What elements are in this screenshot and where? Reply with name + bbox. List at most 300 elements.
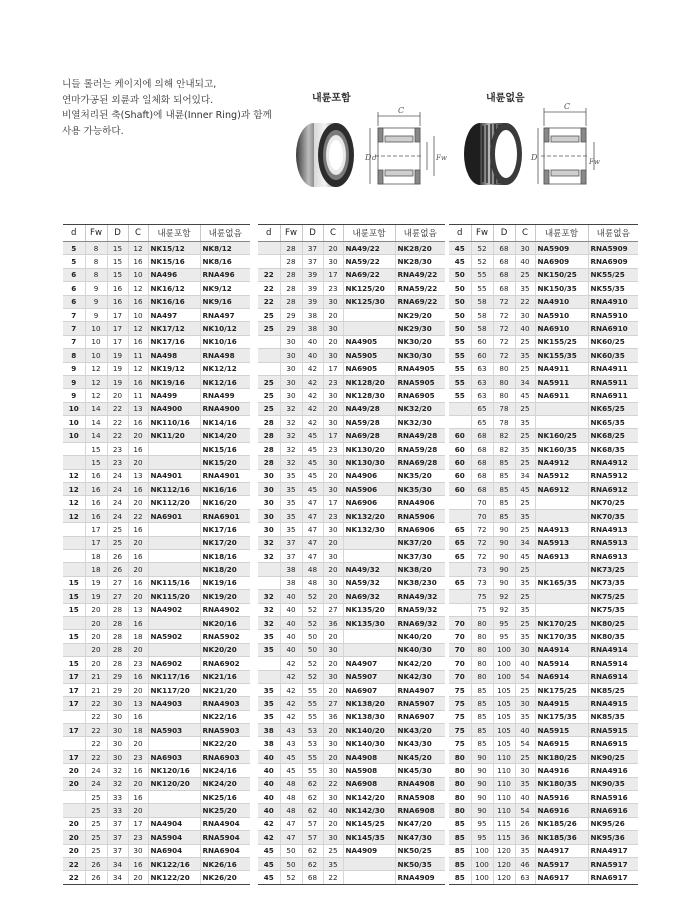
cell-c: 20 bbox=[128, 563, 148, 576]
header-c: C bbox=[515, 225, 535, 242]
table-row bbox=[258, 764, 445, 777]
cell-with-inner-ring: NA69/22 bbox=[343, 268, 395, 281]
cell-d: 55 bbox=[449, 335, 471, 348]
cell-c: 35 bbox=[515, 349, 535, 362]
table-row bbox=[63, 844, 250, 857]
table-row bbox=[449, 362, 638, 375]
table-row bbox=[258, 683, 445, 696]
cell-outer-d: 20 bbox=[107, 389, 128, 402]
cell-fw: 16 bbox=[85, 496, 107, 509]
cell-with-inner-ring: NK140/20 bbox=[343, 724, 395, 737]
cell-d bbox=[63, 737, 85, 750]
cell-outer-d: 42 bbox=[302, 389, 323, 402]
cell-c: 25 bbox=[515, 496, 535, 509]
cell-c: 16 bbox=[128, 483, 148, 496]
cell-outer-d: 68 bbox=[302, 871, 323, 884]
cell-outer-d: 115 bbox=[493, 817, 515, 830]
cell-with-inner-ring bbox=[535, 496, 588, 509]
bearing-table-2 bbox=[258, 224, 445, 885]
table-row bbox=[449, 844, 638, 857]
table-row bbox=[63, 777, 250, 790]
cell-fw: 15 bbox=[85, 442, 107, 455]
cell-d: 8 bbox=[63, 349, 85, 362]
cell-without-inner-ring: RNA4905 bbox=[395, 362, 445, 375]
cell-fw: 60 bbox=[471, 349, 493, 362]
cell-outer-d: 62 bbox=[302, 844, 323, 857]
header-c: C bbox=[323, 225, 343, 242]
table-row bbox=[449, 831, 638, 844]
cell-fw: 48 bbox=[280, 804, 302, 817]
cell-without-inner-ring: NK38/230 bbox=[395, 576, 445, 589]
cell-d: 60 bbox=[449, 483, 471, 496]
cell-outer-d: 68 bbox=[493, 268, 515, 281]
cell-outer-d: 48 bbox=[302, 563, 323, 576]
cell-c: 25 bbox=[515, 362, 535, 375]
cell-with-inner-ring: NA4910 bbox=[535, 295, 588, 308]
cell-outer-d: 110 bbox=[493, 764, 515, 777]
table-row bbox=[449, 549, 638, 562]
cell-fw: 70 bbox=[471, 509, 493, 522]
cell-outer-d: 39 bbox=[302, 282, 323, 295]
cell-with-inner-ring: NK170/35 bbox=[535, 630, 588, 643]
dim-d-outer-label: D bbox=[365, 153, 372, 162]
cell-fw: 80 bbox=[471, 643, 493, 656]
cell-outer-d: 28 bbox=[107, 657, 128, 670]
cell-fw: 32 bbox=[280, 402, 302, 415]
cell-outer-d: 90 bbox=[493, 549, 515, 562]
cell-d bbox=[258, 362, 280, 375]
table-row bbox=[63, 242, 250, 255]
table-row bbox=[258, 791, 445, 804]
cell-with-inner-ring: NK16/12 bbox=[148, 282, 200, 295]
table-row bbox=[63, 549, 250, 562]
cell-d: 22 bbox=[63, 871, 85, 884]
cell-with-inner-ring bbox=[148, 456, 200, 469]
table-row bbox=[258, 670, 445, 683]
cell-with-inner-ring: NA6909 bbox=[535, 255, 588, 268]
cell-with-inner-ring: NA6902 bbox=[148, 657, 200, 670]
cell-without-inner-ring: NK17/16 bbox=[200, 523, 250, 536]
cell-outer-d: 40 bbox=[302, 349, 323, 362]
cell-outer-d: 100 bbox=[493, 657, 515, 670]
table-row bbox=[449, 523, 638, 536]
cell-outer-d: 16 bbox=[107, 295, 128, 308]
table-row bbox=[63, 349, 250, 362]
cell-d: 85 bbox=[449, 871, 471, 884]
cell-outer-d: 45 bbox=[302, 442, 323, 455]
cell-outer-d: 72 bbox=[493, 295, 515, 308]
table-row bbox=[449, 282, 638, 295]
cell-without-inner-ring: NK22/16 bbox=[200, 710, 250, 723]
cell-fw: 85 bbox=[471, 697, 493, 710]
cell-without-inner-ring: RNA4906 bbox=[395, 496, 445, 509]
dim-d-outer-label: D bbox=[531, 153, 538, 162]
cell-without-inner-ring: RNA6909 bbox=[588, 255, 638, 268]
cell-outer-d: 24 bbox=[107, 496, 128, 509]
cell-fw: 9 bbox=[85, 308, 107, 321]
table-row bbox=[258, 483, 445, 496]
table-row bbox=[449, 683, 638, 696]
cell-fw: 26 bbox=[85, 871, 107, 884]
cell-c: 20 bbox=[128, 590, 148, 603]
table-row bbox=[449, 630, 638, 643]
cell-without-inner-ring: NK35/30 bbox=[395, 483, 445, 496]
header-without-inner-ring: 내륜없음 bbox=[588, 225, 638, 242]
cell-outer-d: 80 bbox=[493, 389, 515, 402]
cell-fw: 55 bbox=[471, 282, 493, 295]
cell-c: 11 bbox=[128, 389, 148, 402]
cell-d: 15 bbox=[63, 576, 85, 589]
cell-outer-d: 82 bbox=[493, 429, 515, 442]
cell-d: 65 bbox=[449, 536, 471, 549]
cell-d bbox=[63, 804, 85, 817]
with-inner-ring-title: 내륜포함 bbox=[312, 93, 351, 104]
without-inner-ring-title: 내륜없음 bbox=[486, 93, 525, 104]
cell-c: 20 bbox=[323, 630, 343, 643]
cell-outer-d: 82 bbox=[493, 442, 515, 455]
table-row bbox=[258, 630, 445, 643]
cell-without-inner-ring: NK65/35 bbox=[588, 416, 638, 429]
cell-c: 20 bbox=[323, 335, 343, 348]
table-row bbox=[258, 442, 445, 455]
cell-fw: 50 bbox=[280, 844, 302, 857]
cell-fw: 28 bbox=[280, 255, 302, 268]
cell-d: 75 bbox=[449, 697, 471, 710]
cell-outer-d: 29 bbox=[107, 683, 128, 696]
cell-c: 20 bbox=[128, 804, 148, 817]
cell-d: 28 bbox=[258, 456, 280, 469]
cell-c: 23 bbox=[323, 442, 343, 455]
cell-without-inner-ring: NK30/30 bbox=[395, 349, 445, 362]
cell-outer-d: 85 bbox=[493, 496, 515, 509]
table-row bbox=[258, 402, 445, 415]
cell-d bbox=[63, 456, 85, 469]
table-row bbox=[63, 523, 250, 536]
cell-c: 34 bbox=[515, 469, 535, 482]
cell-c: 12 bbox=[128, 362, 148, 375]
cell-c: 16 bbox=[128, 416, 148, 429]
cell-without-inner-ring: RNA4914 bbox=[588, 643, 638, 656]
cell-d: 30 bbox=[258, 483, 280, 496]
cell-c: 36 bbox=[323, 710, 343, 723]
cell-fw: 58 bbox=[471, 322, 493, 335]
cell-outer-d: 50 bbox=[302, 630, 323, 643]
cell-outer-d: 55 bbox=[302, 764, 323, 777]
cell-with-inner-ring: NK132/30 bbox=[343, 523, 395, 536]
table-row bbox=[258, 750, 445, 763]
cell-c: 46 bbox=[515, 857, 535, 870]
cell-without-inner-ring: RNA6907 bbox=[395, 710, 445, 723]
cell-with-inner-ring bbox=[343, 536, 395, 549]
cell-with-inner-ring bbox=[148, 563, 200, 576]
cell-without-inner-ring: RNA6908 bbox=[395, 804, 445, 817]
cell-with-inner-ring: NK115/20 bbox=[148, 590, 200, 603]
cell-c: 16 bbox=[128, 523, 148, 536]
cell-with-inner-ring: NK142/30 bbox=[343, 804, 395, 817]
cell-outer-d: 45 bbox=[302, 483, 323, 496]
cell-outer-d: 62 bbox=[302, 791, 323, 804]
cell-d: 65 bbox=[449, 523, 471, 536]
cell-fw: 25 bbox=[85, 844, 107, 857]
cell-outer-d: 90 bbox=[493, 523, 515, 536]
cell-without-inner-ring: NK37/20 bbox=[395, 536, 445, 549]
table-row bbox=[63, 255, 250, 268]
cell-fw: 28 bbox=[280, 282, 302, 295]
table-row bbox=[449, 255, 638, 268]
cell-with-inner-ring: NA6907 bbox=[343, 683, 395, 696]
table-row bbox=[63, 750, 250, 763]
cell-c: 13 bbox=[128, 697, 148, 710]
cell-fw: 65 bbox=[471, 402, 493, 415]
cell-d: 85 bbox=[449, 817, 471, 830]
cell-outer-d: 24 bbox=[107, 469, 128, 482]
cell-without-inner-ring: NK15/20 bbox=[200, 456, 250, 469]
cell-outer-d: 42 bbox=[302, 402, 323, 415]
table-row bbox=[258, 590, 445, 603]
cell-fw: 10 bbox=[85, 322, 107, 335]
cell-c: 20 bbox=[323, 242, 343, 255]
cell-without-inner-ring: NK24/20 bbox=[200, 777, 250, 790]
cell-without-inner-ring: RNA69/28 bbox=[395, 456, 445, 469]
cell-fw: 48 bbox=[280, 777, 302, 790]
cell-without-inner-ring: RNA4911 bbox=[588, 362, 638, 375]
cell-c: 20 bbox=[323, 657, 343, 670]
cell-without-inner-ring: RNA5916 bbox=[588, 791, 638, 804]
cell-with-inner-ring: NA497 bbox=[148, 308, 200, 321]
cell-without-inner-ring: NK18/16 bbox=[200, 549, 250, 562]
cell-without-inner-ring: RNA4910 bbox=[588, 295, 638, 308]
cell-d: 75 bbox=[449, 724, 471, 737]
cell-c: 20 bbox=[323, 590, 343, 603]
table-row bbox=[449, 804, 638, 817]
cell-without-inner-ring: RNA59/28 bbox=[395, 442, 445, 455]
cell-outer-d: 38 bbox=[302, 308, 323, 321]
table-row bbox=[449, 871, 638, 884]
cell-c: 25 bbox=[515, 429, 535, 442]
cell-c: 10 bbox=[128, 268, 148, 281]
cell-without-inner-ring: NK85/25 bbox=[588, 683, 638, 696]
cell-with-inner-ring: NK140/30 bbox=[343, 737, 395, 750]
cell-without-inner-ring: RNA497 bbox=[200, 308, 250, 321]
cell-c: 35 bbox=[515, 710, 535, 723]
cell-with-inner-ring: NA69/28 bbox=[343, 429, 395, 442]
cell-without-inner-ring: RNA4903 bbox=[200, 697, 250, 710]
cell-outer-d: 23 bbox=[107, 456, 128, 469]
cell-fw: 28 bbox=[280, 268, 302, 281]
cell-fw: 30 bbox=[280, 375, 302, 388]
cell-without-inner-ring: RNA6917 bbox=[588, 871, 638, 884]
table-row bbox=[258, 737, 445, 750]
cell-fw: 45 bbox=[280, 764, 302, 777]
cell-fw: 38 bbox=[280, 563, 302, 576]
cell-without-inner-ring: NK21/20 bbox=[200, 683, 250, 696]
cell-fw: 58 bbox=[471, 295, 493, 308]
table-row bbox=[258, 389, 445, 402]
cell-c: 20 bbox=[128, 777, 148, 790]
cell-outer-d: 110 bbox=[493, 804, 515, 817]
cell-without-inner-ring: RNA5912 bbox=[588, 469, 638, 482]
cell-with-inner-ring: NK128/20 bbox=[343, 375, 395, 388]
cell-c: 35 bbox=[515, 282, 535, 295]
cell-d: 32 bbox=[258, 536, 280, 549]
cell-with-inner-ring bbox=[148, 549, 200, 562]
cell-without-inner-ring: NK55/25 bbox=[588, 268, 638, 281]
cell-c: 23 bbox=[323, 509, 343, 522]
cell-outer-d: 90 bbox=[493, 563, 515, 576]
cell-outer-d: 45 bbox=[302, 456, 323, 469]
cell-fw: 70 bbox=[471, 496, 493, 509]
intro-line: 사용 가능하다. bbox=[62, 125, 124, 137]
cell-d: 40 bbox=[258, 791, 280, 804]
cell-c: 30 bbox=[323, 416, 343, 429]
cell-fw: 72 bbox=[471, 549, 493, 562]
cell-fw: 19 bbox=[85, 576, 107, 589]
cell-fw: 29 bbox=[280, 322, 302, 335]
cell-with-inner-ring: NK132/20 bbox=[343, 509, 395, 522]
cell-with-inner-ring: NA499 bbox=[148, 389, 200, 402]
table-row bbox=[63, 483, 250, 496]
table-row bbox=[449, 496, 638, 509]
cell-without-inner-ring: NK9/12 bbox=[200, 282, 250, 295]
table-row bbox=[63, 871, 250, 884]
cell-fw: 90 bbox=[471, 750, 493, 763]
cell-with-inner-ring: NK122/20 bbox=[148, 871, 200, 884]
cell-fw: 17 bbox=[85, 523, 107, 536]
table-row bbox=[258, 375, 445, 388]
cell-c: 40 bbox=[515, 791, 535, 804]
cell-d bbox=[449, 603, 471, 616]
cell-with-inner-ring: NA4911 bbox=[535, 362, 588, 375]
table-row bbox=[63, 389, 250, 402]
table-row bbox=[63, 282, 250, 295]
cell-d bbox=[449, 590, 471, 603]
cell-c: 25 bbox=[515, 563, 535, 576]
cell-with-inner-ring bbox=[343, 322, 395, 335]
cell-c: 30 bbox=[323, 349, 343, 362]
table-row bbox=[63, 643, 250, 656]
cell-d: 45 bbox=[258, 844, 280, 857]
cell-outer-d: 57 bbox=[302, 831, 323, 844]
cell-fw: 95 bbox=[471, 831, 493, 844]
cell-c: 20 bbox=[128, 683, 148, 696]
cell-outer-d: 32 bbox=[107, 777, 128, 790]
cell-with-inner-ring: NA4903 bbox=[148, 697, 200, 710]
cell-without-inner-ring: NK37/30 bbox=[395, 549, 445, 562]
cell-fw: 75 bbox=[471, 590, 493, 603]
cell-fw: 15 bbox=[85, 456, 107, 469]
cell-without-inner-ring: RNA4900 bbox=[200, 402, 250, 415]
cell-with-inner-ring: NA5910 bbox=[535, 308, 588, 321]
cell-outer-d: 38 bbox=[302, 322, 323, 335]
cell-fw: 85 bbox=[471, 710, 493, 723]
cell-without-inner-ring: RNA6911 bbox=[588, 389, 638, 402]
cell-d: 50 bbox=[449, 282, 471, 295]
cell-with-inner-ring: NA5907 bbox=[343, 670, 395, 683]
cell-with-inner-ring: NK19/12 bbox=[148, 362, 200, 375]
cell-outer-d: 92 bbox=[493, 603, 515, 616]
cell-c: 25 bbox=[515, 750, 535, 763]
table-row bbox=[63, 804, 250, 817]
cell-outer-d: 50 bbox=[302, 643, 323, 656]
cell-d bbox=[449, 496, 471, 509]
cell-c: 22 bbox=[515, 295, 535, 308]
cell-with-inner-ring bbox=[535, 509, 588, 522]
cell-d: 20 bbox=[63, 777, 85, 790]
cell-with-inner-ring: NK185/26 bbox=[535, 817, 588, 830]
cell-c: 20 bbox=[323, 469, 343, 482]
cell-outer-d: 22 bbox=[107, 402, 128, 415]
cell-c: 25 bbox=[323, 844, 343, 857]
cell-fw: 80 bbox=[471, 616, 493, 629]
cell-with-inner-ring: NA5915 bbox=[535, 724, 588, 737]
cell-without-inner-ring: RNA5914 bbox=[588, 657, 638, 670]
dim-c-label: C bbox=[398, 106, 405, 115]
cell-with-inner-ring: NA4913 bbox=[535, 523, 588, 536]
cell-without-inner-ring: NK12/12 bbox=[200, 362, 250, 375]
cell-fw: 80 bbox=[471, 657, 493, 670]
cell-with-inner-ring: NK175/35 bbox=[535, 710, 588, 723]
cell-without-inner-ring: NK19/16 bbox=[200, 576, 250, 589]
cell-without-inner-ring: RNA6912 bbox=[588, 483, 638, 496]
cell-with-inner-ring bbox=[148, 442, 200, 455]
cell-without-inner-ring: NK12/16 bbox=[200, 375, 250, 388]
table-row bbox=[449, 242, 638, 255]
cell-c: 16 bbox=[128, 576, 148, 589]
cell-d: 50 bbox=[449, 308, 471, 321]
cell-fw: 32 bbox=[280, 456, 302, 469]
cell-outer-d: 105 bbox=[493, 697, 515, 710]
cell-fw: 21 bbox=[85, 670, 107, 683]
cell-d: 12 bbox=[63, 483, 85, 496]
table-row bbox=[258, 282, 445, 295]
table-row bbox=[63, 710, 250, 723]
table-row bbox=[63, 683, 250, 696]
cell-with-inner-ring: NK122/16 bbox=[148, 857, 200, 870]
cell-with-inner-ring bbox=[148, 523, 200, 536]
cell-c: 40 bbox=[323, 804, 343, 817]
cell-with-inner-ring bbox=[535, 416, 588, 429]
cell-fw: 100 bbox=[471, 844, 493, 857]
cell-without-inner-ring: RNA49/28 bbox=[395, 429, 445, 442]
table-row bbox=[258, 456, 445, 469]
cell-with-inner-ring: NA5913 bbox=[535, 536, 588, 549]
cell-fw: 80 bbox=[471, 670, 493, 683]
cell-d: 22 bbox=[258, 295, 280, 308]
table-row bbox=[258, 509, 445, 522]
cell-fw: 22 bbox=[85, 737, 107, 750]
cell-outer-d: 110 bbox=[493, 750, 515, 763]
cell-d: 35 bbox=[258, 643, 280, 656]
cell-outer-d: 28 bbox=[107, 630, 128, 643]
cell-with-inner-ring: NA5906 bbox=[343, 483, 395, 496]
cell-outer-d: 15 bbox=[107, 268, 128, 281]
cell-c: 25 bbox=[515, 616, 535, 629]
cell-outer-d: 55 bbox=[302, 683, 323, 696]
cell-fw: 75 bbox=[471, 603, 493, 616]
cell-without-inner-ring: NK29/20 bbox=[395, 308, 445, 321]
cell-d: 15 bbox=[63, 630, 85, 643]
cell-d: 10 bbox=[63, 402, 85, 415]
cell-outer-d: 30 bbox=[107, 710, 128, 723]
cell-outer-d: 37 bbox=[302, 255, 323, 268]
cell-c: 10 bbox=[128, 308, 148, 321]
cell-c: 27 bbox=[323, 697, 343, 710]
cell-d: 55 bbox=[449, 389, 471, 402]
cell-without-inner-ring: RNA5911 bbox=[588, 375, 638, 388]
cell-fw: 9 bbox=[85, 282, 107, 295]
cell-c: 16 bbox=[128, 255, 148, 268]
cell-c: 34 bbox=[515, 375, 535, 388]
